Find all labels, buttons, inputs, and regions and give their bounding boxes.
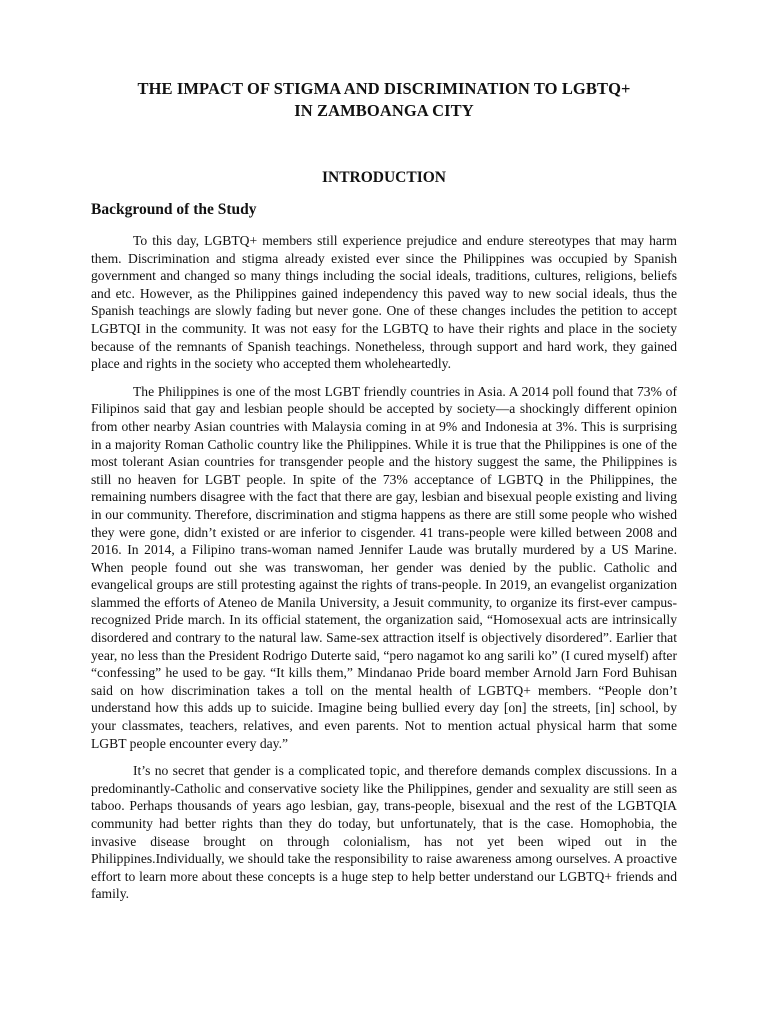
sub-heading: Background of the Study [91,201,257,218]
title-line-1: THE IMPACT OF STIGMA AND DISCRIMINATION TO LGBTQ+ [137,79,631,98]
paragraph-3: It’s no secret that gender is a complicated topic, and therefore demands complex discussions. In a predominantly-Catholic and conservative society like the Philippines, gender and sexuality are still seen as taboo. Perhaps thousands of years ago lesbian, gay, trans-people, bisexual and the rest of the LGBTQIA community had better rights than they do today, but unfortunately, that is the case. Homophobia, the invasive disease brought on through colonialism, has not yet been wiped out in the Philippines.Individually, we should take the responsibility to raise awareness among ourselves. A proactive effort to learn more about these concepts is a huge step to help better understand our LGBTQ+ friends and family. [91,763,677,902]
document-title [91,78,677,122]
paragraph-2: The Philippines is one of the most LGBT friendly countries in Asia. A 2014 poll found that 73% of Filipinos said that gay and lesbian people should be accepted by society—a shockingly different opinion from other nearby Asian countries with Malaysia coming in at 9% and Indonesia at 3%. This is surprising in a majority Roman Catholic country like the Philippines. While it is true that the Philippines is one of the most tolerant Asian countries for transgender people and the history suggest the same, the Philippines is still no heaven for LGBT people. In spite of the 73% acceptance of LGBTQ in the Philippines, the remaining numbers disagree with the fact that there are gay, lesbian and bisexual people existing and living in our community. Therefore, discrimination and stigma happens as there are still some people who wished they were gone, didn’t existed or are inferior to cisgender. 41 trans-people were killed between 2008 and 2016. In 2014, a Filipino trans-woman named Jennifer Laude was brutally murdered by a US Marine. When people found out she was transwoman, her gender was denied by the public. Catholic and evangelical groups are still protesting against the rights of trans-people. In 2019, an evangelist organization slammed the efforts of Ateneo de Manila University, a Jesuit community, to organize its first-ever campus-recognized Pride march. In its official statement, the organization said, “Homosexual acts are intrinsically disordered and contrary to the natural law. Same-sex attraction itself is objectively disordered”. Earlier that year, no less than the President Rodrigo Duterte said, “pero nagamot ko ang sarili ko” (I cured myself) after “confessing” he used to be gay. “It kills them,” Mindanao Pride board member Arnold Jarn Ford Buhisan said on how discrimination takes a toll on the mental health of LGBTQ+ members. “People don’t understand how this adds up to suicide. Imagine being bullied every day [on] the streets, [in] school, by your classmates, teachers, relatives, and even parents. Not to mention actual physical harm that some LGBT people encounter every day.” [91,383,677,751]
paragraph-1: To this day, LGBTQ+ members still experience prejudice and endure stereotypes that may harm them. Discrimination and stigma already existed ever since the Philippines was occupied by Spanish government and changed so many things including the social ideals, traditions, cultures, religions, beliefs and etc. However, as the Philippines gained independency this paved way to new social ideals, thus the Spanish teachings are slowly fading but never gone. One of these changes includes the petition to accept LGBTQI in the community. It was not easy for the LGBTQ to have their rights and place in the society because of the remnants of Spanish teachings. Nonetheless, through support and hard work, they gained place and rights in the society who accepted them wholeheartedly. [91,233,677,372]
title-line-2: IN ZAMBOANGA CITY [294,101,474,120]
section-heading: INTRODUCTION [321,169,446,186]
body-text [91,232,677,903]
